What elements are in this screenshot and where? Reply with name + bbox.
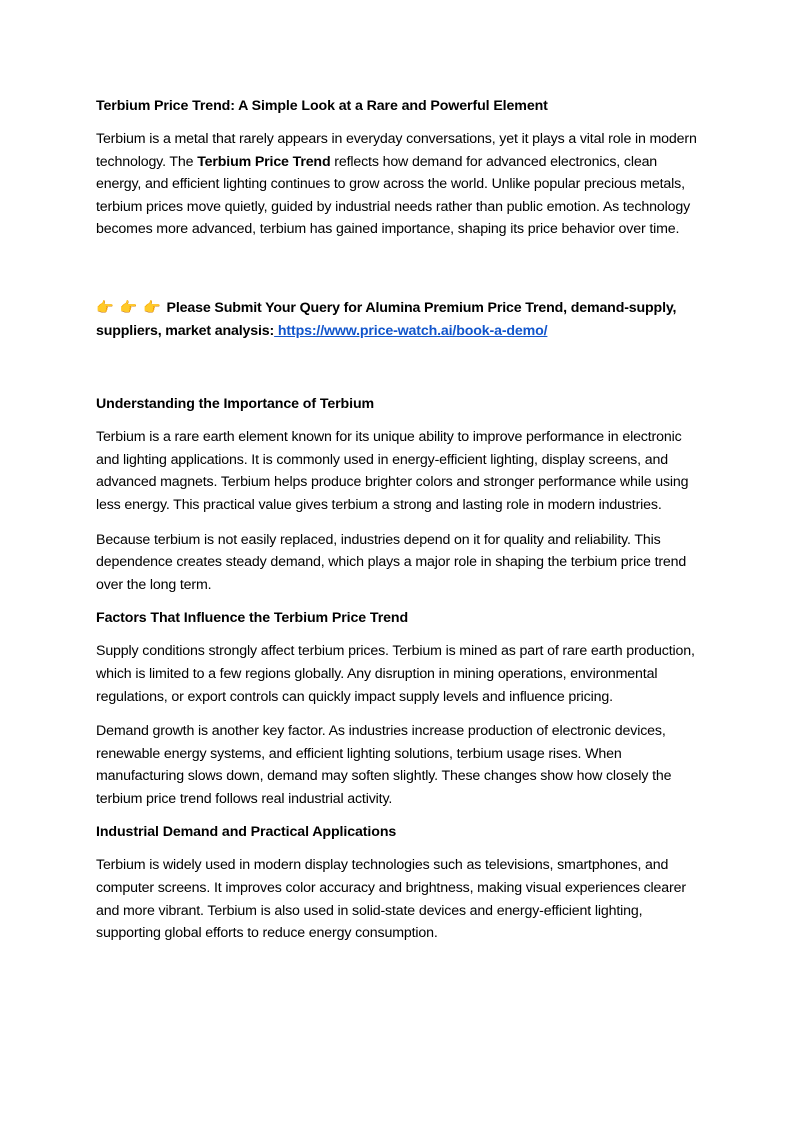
pointing-hand-icon: 👉 <box>143 299 161 316</box>
intro-text-start: Terbium is a metal that rarely appears in everyday conversations, yet it plays a vital role in modern technology. The <box>96 131 697 170</box>
industrial-heading: Industrial Demand and Practical Applications <box>96 824 397 841</box>
importance-paragraph-1: Terbium is a rare earth element known for its unique ability to improve performance in electronic and lighting applications. It is commonly used in energy-efficient lighting, display screens, and advanced magnets. Terbium helps produce brighter colors and stronger performance while using less energy. This practical value gives terbium a strong and lasting role in modern industries. <box>96 429 689 513</box>
intro-text-end: reflects how demand for advanced electronics, clean energy, and efficient lighting continues to grow across the world. Unlike popular precious metals, terbium prices move quietly, guided by industrial needs rather than public emotion. As technology becomes more advanced, terbium has gained importance, shaping its price behavior over time. <box>96 153 691 238</box>
intro-bold-keyword: Terbium Price Trend <box>197 153 331 170</box>
document-page <box>96 96 702 957</box>
factors-paragraph-1: Supply conditions strongly affect terbium prices. Terbium is mined as part of rare earth production, which is limited to a few regions globally. Any disruption in mining operations, environmental regulations, or export controls can quickly impact supply levels and influence pricing. <box>96 643 695 705</box>
importance-paragraph-2: Because terbium is not easily replaced, industries depend on it for quality and reliability. This dependence creates steady demand, which plays a major role in shaping the terbium price trend over the long term. <box>96 531 687 593</box>
industrial-paragraph-1: Terbium is widely used in modern display technologies such as televisions, smartphones, and computer screens. It improves color accuracy and brightness, making visual experiences clearer and more vibrant. Terbium is also used in solid-state devices and energy-efficient lighting, supporting global efforts to reduce energy consumption. <box>96 857 686 942</box>
pointing-hand-icon: 👉 <box>119 299 138 316</box>
pointing-hand-icon: 👉 <box>96 299 114 316</box>
cta-text: Please Submit Your Query for Alumina Premium Price Trend, demand-supply, suppliers, market analysis: <box>96 299 677 339</box>
title-heading: Terbium Price Trend: A Simple Look at a Rare and Powerful Element <box>96 98 548 114</box>
factors-heading: Factors That Influence the Terbium Price Trend <box>96 610 409 627</box>
cta-paragraph <box>96 297 702 342</box>
book-demo-link[interactable]: https://www.price-watch.ai/book-a-demo/ <box>274 322 548 339</box>
intro-paragraph <box>96 128 702 241</box>
spacer <box>96 253 702 297</box>
importance-heading: Understanding the Importance of Terbium <box>96 396 375 413</box>
factors-paragraph-2: Demand growth is another key factor. As industries increase production of electronic devices, renewable energy systems, and efficient lighting solutions, terbium usage rises. When manufacturing slows down, demand may soften slightly. These changes show how closely the terbium price trend follows real industrial activity. <box>96 723 672 807</box>
spacer <box>96 342 702 394</box>
